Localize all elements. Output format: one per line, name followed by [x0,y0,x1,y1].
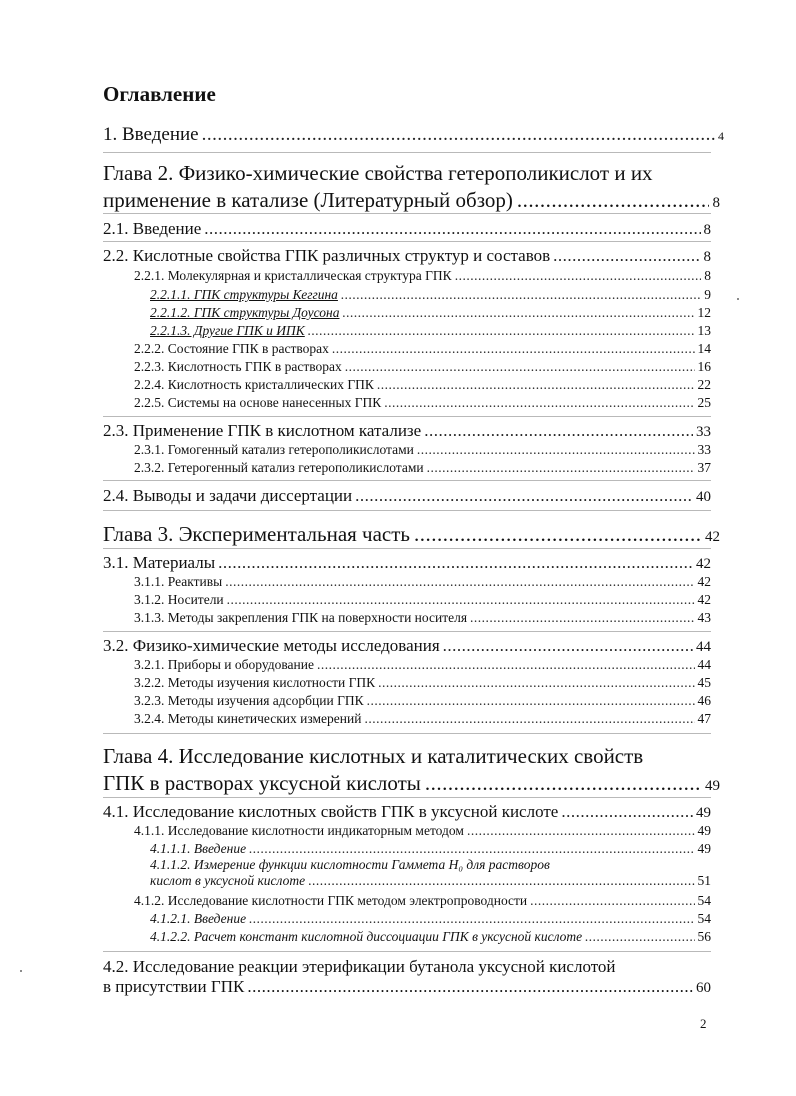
toc-entry-title: 2.2. Кислотные свойства ГПК различных структур и составов [103,246,551,265]
separator-line [103,480,711,481]
dot-leader [561,802,693,822]
toc-entry-title-line1: Глава 2. Физико-химические свойства гетерополикислот и их [103,161,653,185]
toc-entry-page: 8 [703,222,711,238]
separator-line [103,951,711,952]
toc-entry-title: 4.1. Исследование кислотных свойств ГПК в уксусной кислоте [103,802,559,821]
separator-line [103,733,711,734]
dot-leader [427,460,695,476]
toc-entry-title: 3.2.4. Методы кинетических измерений [134,711,362,726]
dot-leader [455,268,702,284]
toc-entry-2-2-1-1[interactable] [150,287,711,303]
toc-entry-title: 2.2.5. Системы на основе нанесенных ГПК [134,395,382,410]
toc-entry-title: 3.1. Материалы [103,553,216,572]
dot-leader [249,841,694,857]
toc-entry-2-2-2[interactable] [134,341,711,357]
toc-entry-title-line1: 4.2. Исследование реакции этерификации бутанола уксусной кислотой [103,957,616,976]
toc-entry-2-3-1[interactable] [134,442,711,458]
dot-leader [530,893,694,909]
toc-entry-3-2-3[interactable] [134,693,711,709]
toc-entry-page: 56 [697,929,711,944]
separator-line [103,797,711,798]
toc-entry-title: 2.3. Применение ГПК в кислотном катализе [103,421,422,440]
toc-entry-2-2-5[interactable] [134,395,711,411]
toc-entry-4-1-2-2[interactable] [150,929,711,945]
separator-line [103,631,711,632]
dot-leader [247,977,693,997]
dot-leader [467,823,695,839]
toc-entry-4-1-1-2[interactable] [150,857,711,889]
toc-entry-title: 4.1.1.1. Введение [150,841,247,856]
page-number: 2 [700,1016,707,1031]
dot-leader [202,124,715,146]
toc-entry-page: 16 [697,359,711,374]
dot-leader [204,219,700,239]
toc-entry-title: 3.2.1. Приборы и оборудование [134,657,314,672]
toc-entry-2-2-1-2[interactable] [150,305,711,321]
toc-entry-page: 49 [696,805,711,821]
toc-entry-title-line2: ГПК в растворах уксусной кислоты [103,771,421,795]
toc-entry-page: 40 [696,489,711,505]
toc-entry-3-2-1[interactable] [134,657,711,673]
toc-entry-4-1-2[interactable] [134,893,711,909]
toc-entry-page: 9 [704,287,711,302]
separator-line [103,152,711,153]
toc-entry-1[interactable] [103,124,724,146]
toc-entry-page: 33 [696,424,711,440]
dot-leader [332,341,695,357]
toc-entry-title-line2: кислот в уксусной кислоте [150,873,306,888]
toc-entry-page: 14 [697,341,711,356]
toc-entry-3-1[interactable] [103,553,711,573]
dot-leader [424,421,693,441]
toc-entry-2-2-1[interactable] [134,268,711,284]
toc-entry-title: 4.1.2.1. Введение [150,911,247,926]
toc-entry-2-2-4[interactable] [134,377,711,393]
dot-leader [225,574,694,590]
toc-entry-page: 54 [697,911,711,926]
toc-entry-4-1[interactable] [103,802,711,822]
toc-entry-title: 3.2. Физико-химические методы исследования [103,636,440,655]
toc-entry-2-2-1-3[interactable] [150,323,711,339]
dot-leader [249,911,694,927]
toc-entry-title: 2.2.1.3. Другие ГПК и ИПК [150,323,305,338]
separator-line [103,510,711,511]
scan-speck [20,970,22,972]
toc-entry-2-2[interactable] [103,246,711,266]
toc-entry-4-1-1-1[interactable] [150,841,711,857]
toc-entry-title: 2.2.1.1. ГПК структуры Кеггина [150,287,338,302]
dot-leader [345,359,695,375]
toc-entry-page: 22 [697,377,711,392]
dot-leader [443,636,693,656]
toc-entry-page: 47 [697,711,711,726]
dot-leader [317,657,695,673]
toc-entry-title: Глава 3. Экспериментальная часть [103,522,411,546]
separator-line [103,213,711,214]
toc-entry-page: 60 [696,980,711,996]
dot-leader [414,521,701,548]
toc-entry-title: 3.2.2. Методы изучения кислотности ГПК [134,675,376,690]
dot-leader [367,693,695,709]
toc-entry-page: 25 [697,395,711,410]
dot-leader [355,486,693,506]
toc-entry-2-2-3[interactable] [134,359,711,375]
toc-entry-page: 44 [696,639,711,655]
dot-leader [553,246,700,266]
separator-line [103,241,711,242]
toc-entry-3-1-2[interactable] [134,592,711,608]
dot-leader [425,770,701,797]
toc-entry-3-1-1[interactable] [134,574,711,590]
toc-chapter-2[interactable] [103,160,720,217]
toc-entry-page: 44 [697,657,711,672]
dot-leader [517,187,709,214]
toc-entry-page: 51 [697,873,711,888]
toc-entry-2-3-2[interactable] [134,460,711,476]
dot-leader [585,929,694,945]
toc-entry-3-2-4[interactable] [134,711,711,727]
toc-entry-title: 2.2.4. Кислотность кристаллических ГПК [134,377,374,392]
toc-heading: Оглавление [103,82,216,106]
toc-entry-page: 54 [697,893,711,908]
toc-chapter-4[interactable] [103,743,720,800]
toc-entry-page: 49 [697,823,711,838]
toc-entry-page: 49 [705,778,720,794]
dot-leader [227,592,695,608]
toc-entry-title: 4.1.1. Исследование кислотности индикаторным методом [134,823,464,838]
toc-entry-2-1[interactable] [103,219,711,239]
toc-entry-4-1-2-1[interactable] [150,911,711,927]
dot-leader [384,395,694,411]
toc-entry-4-2[interactable] [103,957,711,997]
dot-leader [218,553,693,573]
dot-leader [341,287,701,303]
toc-entry-page: 37 [697,460,711,475]
toc-entry-page: 42 [705,529,720,545]
toc-entry-page: 49 [697,841,711,856]
dot-leader [308,873,694,889]
toc-entry-title: 3.2.3. Методы изучения адсорбции ГПК [134,693,364,708]
toc-entry-page: 42 [697,574,711,589]
toc-entry-title: 1. Введение [103,124,199,145]
toc-chapter-3[interactable] [103,521,720,551]
toc-entry-title: 3.1.1. Реактивы [134,574,223,589]
toc-entry-page: 8 [712,195,720,211]
dot-leader [378,675,694,691]
toc-entry-title: 2.3.2. Гетерогенный катализ гетерополикислотами [134,460,424,475]
toc-entry-title-line1: 4.1.1.2. Измерение функции кислотности Гаммета H₀ для растворов [150,857,550,872]
toc-entry-page: 45 [697,675,711,690]
toc-entry-3-2-2[interactable] [134,675,711,691]
toc-entry-title: 2.2.1.2. ГПК структуры Доусона [150,305,340,320]
scan-speck [737,298,739,300]
separator-line [103,548,711,549]
toc-entry-title: 2.3.1. Гомогенный катализ гетерополикислотами [134,442,414,457]
toc-entry-page: 42 [697,592,711,607]
toc-entry-page: 4 [718,129,724,143]
toc-entry-4-1-1[interactable] [134,823,711,839]
toc-entry-page: 8 [704,268,711,283]
toc-entry-title-line2: в присутствии ГПК [103,977,245,996]
toc-entry-page: 43 [697,610,711,625]
toc-entry-title: 2.4. Выводы и задачи диссертации [103,486,353,505]
toc-entry-3-1-3[interactable] [134,610,711,626]
toc-entry-title: 3.1.3. Методы закрепления ГПК на поверхности носителя [134,610,468,625]
dot-leader [377,377,695,393]
toc-entry-2-3[interactable] [103,421,711,441]
toc-entry-page: 12 [697,305,711,320]
toc-entry-title: 2.2.2. Состояние ГПК в растворах [134,341,329,356]
toc-entry-title: 4.1.2.2. Расчет констант кислотной диссоциации ГПК в уксусной кислоте [150,929,583,944]
toc-entry-page: 8 [703,249,711,265]
dot-leader [417,442,695,458]
toc-entry-page: 13 [697,323,711,338]
toc-entry-title: 2.2.3. Кислотность ГПК в растворах [134,359,342,374]
toc-entry-page: 46 [697,693,711,708]
toc-entry-page: 33 [697,442,711,457]
toc-entry-title: 4.1.2. Исследование кислотности ГПК методом электропроводности [134,893,528,908]
toc-entry-title: 2.2.1. Молекулярная и кристаллическая структура ГПК [134,268,452,283]
separator-line [103,416,711,417]
toc-entry-title: 2.1. Введение [103,219,202,238]
toc-entry-title-line2: применение в катализе (Литературный обзор) [103,188,513,212]
toc-entry-2-4[interactable] [103,486,711,506]
toc-entry-3-2[interactable] [103,636,711,656]
toc-entry-page: 42 [696,556,711,572]
dot-leader [343,305,695,321]
dot-leader [364,711,694,727]
dot-leader [470,610,694,626]
toc-entry-title: 3.1.2. Носители [134,592,224,607]
toc-entry-title-line1: Глава 4. Исследование кислотных и каталитических свойств [103,744,644,768]
dot-leader [308,323,695,339]
